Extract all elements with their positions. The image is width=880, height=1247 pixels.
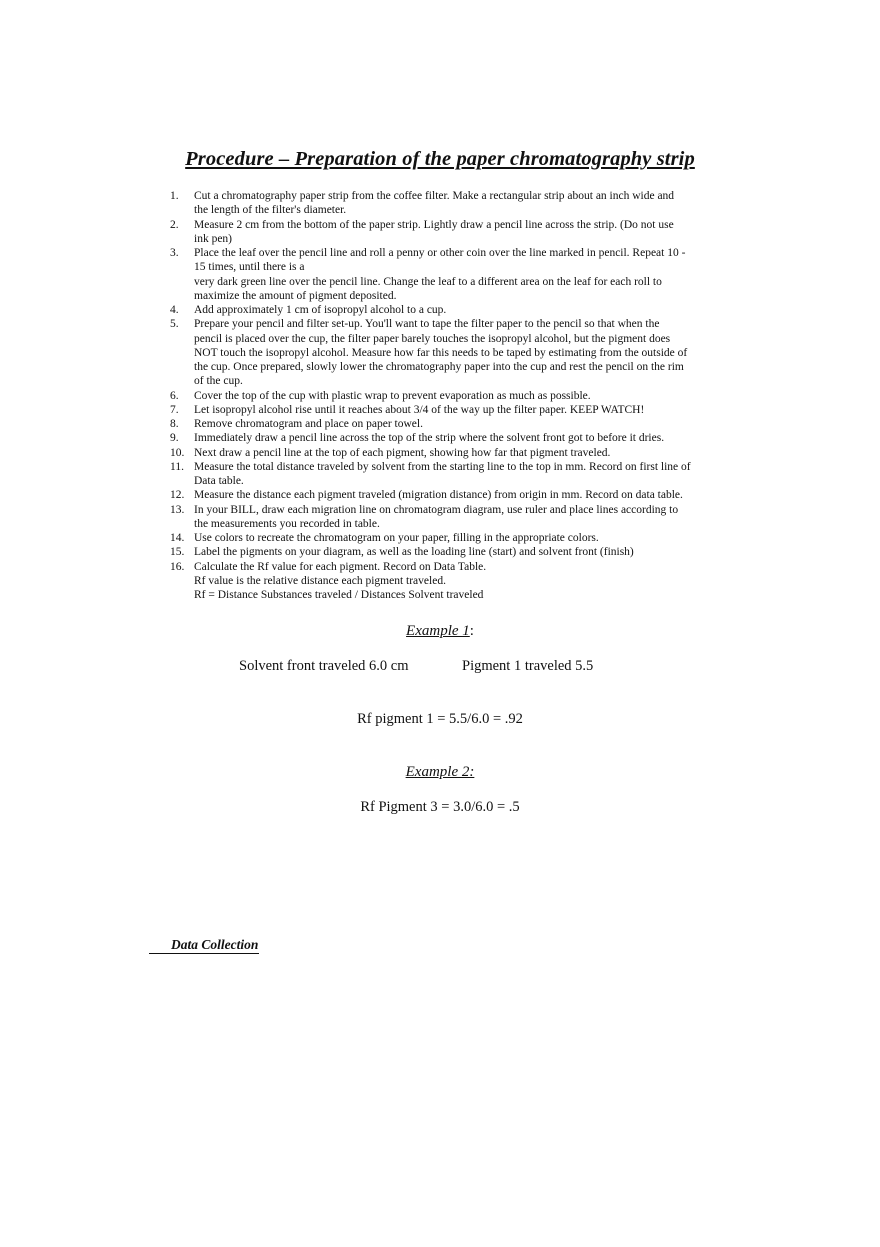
step-text-line: Calculate the Rf value for each pigment. Record on Data Table.	[194, 560, 487, 573]
data-collection-heading	[149, 937, 258, 953]
step-text-line: of the cup.	[194, 375, 243, 388]
procedure-step	[170, 189, 740, 218]
procedure-step	[170, 560, 740, 603]
step-text-line: 15 times, until there is a	[194, 261, 305, 274]
procedure-steps	[170, 189, 740, 602]
step-text-line: Use colors to recreate the chromatogram on your paper, filling in the appropriate colors.	[194, 532, 599, 544]
procedure-step	[170, 246, 740, 303]
step-number: 12.	[170, 489, 185, 502]
step-text-line: Measure the distance each pigment traveled (migration distance) from origin in mm. Record on data table.	[194, 489, 683, 502]
example-1-heading-colon: :	[469, 623, 474, 639]
step-text-line: the cup. Once prepared, slowly lower the chromatography paper into the cup and rest the pencil on the rim	[194, 361, 684, 373]
example-2-rf: Rf Pigment 3 = 3.0/6.0 = .5	[360, 799, 520, 815]
step-text-line: Rf value is the relative distance each pigment traveled.	[194, 574, 446, 587]
step-number: 7.	[170, 403, 179, 416]
procedure-step	[170, 303, 740, 317]
step-text-line: very dark green line over the pencil line. Change the leaf to a different area on the leaf for each roll to	[194, 275, 662, 288]
procedure-step	[170, 403, 740, 417]
procedure-step	[170, 531, 740, 545]
procedure-step	[170, 317, 740, 388]
step-text-line: Add approximately 1 cm of isopropyl alcohol to a cup.	[194, 304, 447, 316]
step-text-line: ink pen)	[194, 232, 233, 245]
step-text-line: the measurements you recorded in table.	[194, 517, 380, 530]
step-number: 4.	[170, 304, 179, 316]
procedure-step	[170, 503, 740, 532]
example-1-rf: Rf pigment 1 = 5.5/6.0 = .92	[357, 711, 523, 727]
example-1-pigment: Pigment 1 traveled 5.5	[462, 658, 594, 674]
step-text-line: pencil is placed over the cup, the filter paper barely touches the isopropyl alcohol, but the pigment does	[194, 332, 671, 345]
step-text-line: Data table.	[194, 475, 244, 487]
step-number: 1.	[170, 190, 179, 202]
step-number: 16.	[170, 560, 185, 573]
step-text-line: Label the pigments on your diagram, as well as the loading line (start) and solvent front (finish)	[194, 546, 634, 559]
step-text-line: Measure the total distance traveled by solvent from the starting line to the top in mm. Record on first line of	[194, 460, 691, 473]
step-text-line: NOT touch the isopropyl alcohol. Measure how far this needs to be taped by estimating from the outside of	[194, 346, 688, 359]
step-text-line: maximize the amount of pigment deposited.	[194, 289, 397, 302]
step-number: 14.	[170, 532, 185, 544]
step-text-line: the length of the filter's diameter.	[194, 204, 347, 217]
procedure-step	[170, 545, 740, 559]
step-text-line: Remove chromatogram and place on paper towel.	[194, 418, 423, 430]
step-number: 2.	[170, 218, 179, 231]
data-collection-label: Data Collection	[171, 937, 259, 952]
step-text-line: Next draw a pencil line at the top of each pigment, showing how far that pigment traveled.	[194, 446, 611, 459]
step-text-line: Cover the top of the cup with plastic wrap to prevent evaporation as much as possible.	[194, 389, 591, 402]
step-number: 9.	[170, 432, 179, 445]
step-text-line: Cut a chromatography paper strip from the coffee filter. Make a rectangular strip about an inch wide and	[194, 190, 675, 202]
procedure-step	[170, 488, 740, 502]
procedure-step	[170, 218, 740, 247]
example-1-solvent: Solvent front traveled 6.0 cm	[239, 658, 409, 674]
step-number: 3.	[170, 247, 179, 259]
example-1-heading	[0, 623, 880, 640]
step-text-line: Rf = Distance Substances traveled / Distances Solvent traveled	[194, 589, 484, 601]
step-text-line: Prepare your pencil and filter set-up. You'll want to tape the filter paper to the pencil so that when the	[194, 318, 660, 331]
procedure-step	[170, 446, 740, 460]
procedure-step	[170, 389, 740, 403]
step-number: 5.	[170, 318, 179, 331]
step-number: 13.	[170, 503, 185, 516]
step-text-line: Let isopropyl alcohol rise until it reaches about 3/4 of the way up the filter paper. KEEP WATCH!	[194, 403, 645, 416]
example-1-heading-text: Example 1	[406, 623, 470, 639]
page-title: Procedure – Preparation of the paper chromatography strip	[185, 148, 695, 170]
step-text-line: In your BILL, draw each migration line on chromatogram diagram, use ruler and place lines according to	[194, 503, 679, 516]
procedure-step	[170, 460, 740, 489]
step-text-line: Place the leaf over the pencil line and roll a penny or other coin over the line marked in pencil. Repeat 10 -	[194, 247, 686, 259]
step-number: 15.	[170, 546, 185, 559]
data-collection-rule	[149, 953, 259, 954]
step-number: 8.	[170, 418, 179, 430]
step-text-line: Immediately draw a pencil line across the top of the strip where the solvent front got to before it dries.	[194, 432, 665, 445]
step-number: 11.	[170, 460, 184, 473]
example-2-heading: Example 2:	[405, 764, 475, 780]
step-number: 10.	[170, 446, 185, 459]
procedure-step	[170, 431, 740, 445]
procedure-step	[170, 417, 740, 431]
step-number: 6.	[170, 389, 179, 402]
step-text-line: Measure 2 cm from the bottom of the paper strip. Lightly draw a pencil line across the strip. (Do not use	[194, 218, 674, 231]
